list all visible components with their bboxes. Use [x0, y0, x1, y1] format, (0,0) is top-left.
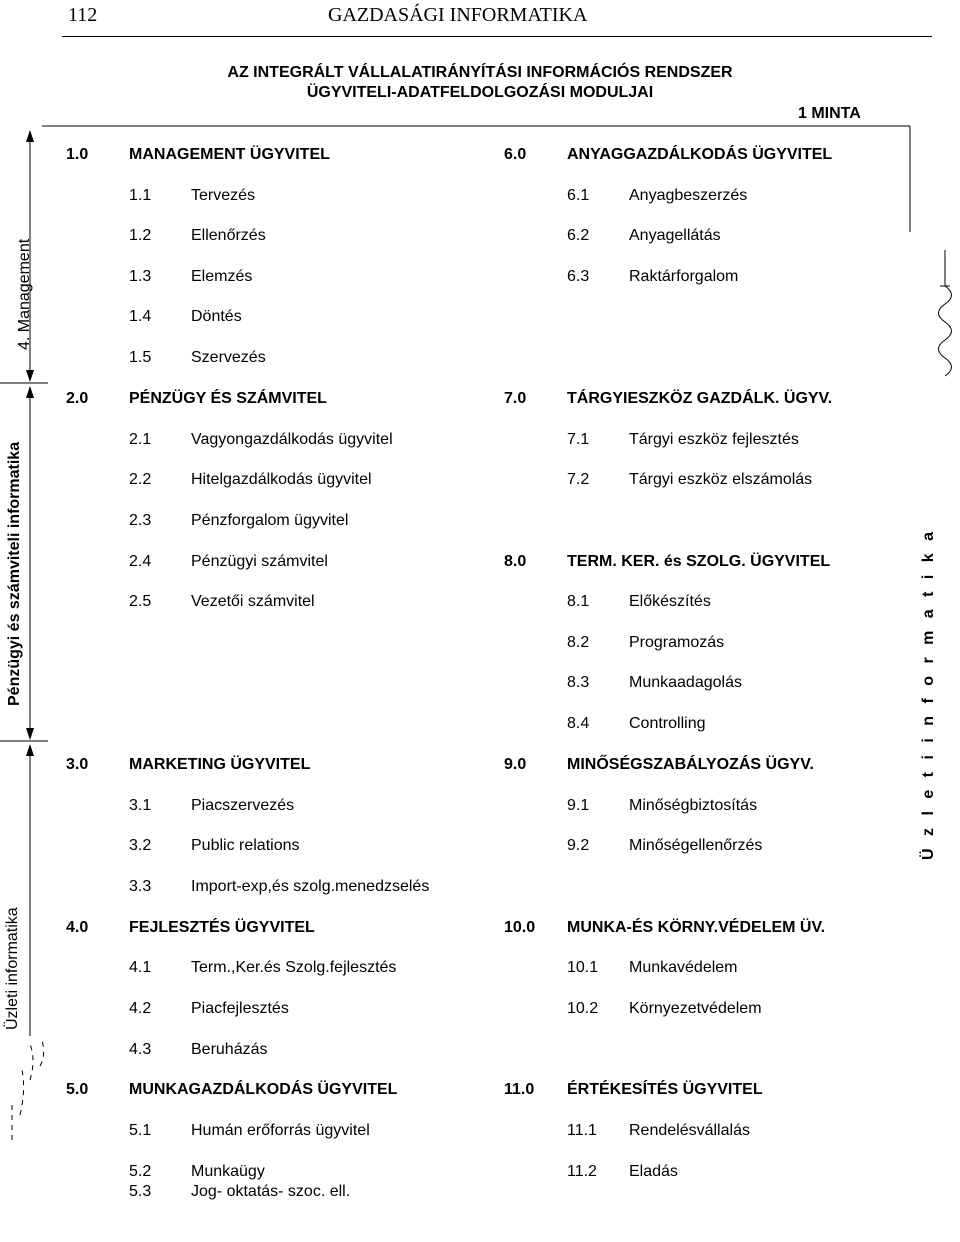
right-item-number: 9.2 [567, 837, 590, 854]
left-item-number: 5.2 [129, 1163, 152, 1180]
left-item-label: Jog- oktatás- szoc. ell. [191, 1183, 351, 1200]
page-number: 112 [68, 4, 98, 26]
right-item-label: Minőségbiztosítás [629, 797, 758, 814]
left-item-number: 1.3 [129, 268, 152, 285]
left-item-number: 3.3 [129, 878, 152, 895]
side-label-business: Üzleti informatika [4, 907, 21, 1030]
left-item-label: Vezetői számvitel [191, 593, 315, 610]
sample-label: 1 MINTA [798, 105, 861, 122]
right-item-number: 8.3 [567, 674, 590, 691]
left-item-number: 5.0 [66, 1081, 89, 1098]
left-item-label: Import-exp,és szolg.menedzselés [191, 878, 430, 895]
right-item-number: 6.3 [567, 268, 590, 285]
left-item-label: Munkaügy [191, 1163, 265, 1180]
right-item-label: Tárgyi eszköz fejlesztés [629, 431, 799, 448]
right-heading-label: TERM. KER. és SZOLG. ÜGYVITEL [567, 553, 831, 570]
left-item-number: 3.2 [129, 837, 152, 854]
left-item-number: 2.1 [129, 431, 152, 448]
right-item-number: 8.4 [567, 715, 590, 732]
right-item-number: 11.0 [504, 1081, 535, 1098]
side-label-financial: Pénzügyi és számviteli informatika [6, 441, 23, 706]
right-item-label: Előkészítés [629, 593, 711, 610]
left-item-number: 4.3 [129, 1041, 152, 1058]
left-item-number: 3.0 [66, 756, 89, 773]
right-heading-label: TÁRGYIESZKÖZ GAZDÁLK. ÜGYV. [567, 390, 833, 407]
diagram-title-line1: AZ INTEGRÁLT VÁLLALATIRÁNYÍTÁSI INFORMÁCIÓS RENDSZER [227, 64, 733, 81]
left-item-number: 1.0 [66, 146, 89, 163]
right-item-label: Controlling [629, 715, 706, 732]
left-item-label: Term.,Ker.és Szolg.fejlesztés [191, 959, 397, 976]
left-item-label: Tervezés [191, 187, 256, 204]
right-item-number: 9.0 [504, 756, 527, 773]
left-item-number: 1.1 [129, 187, 152, 204]
left-item-label: Pénzforgalom ügyvitel [191, 512, 349, 529]
right-item-number: 11.1 [567, 1122, 597, 1139]
left-item-number: 3.1 [129, 797, 152, 814]
left-item-label: Hitelgazdálkodás ügyvitel [191, 471, 372, 488]
right-item-number: 11.2 [567, 1163, 597, 1180]
left-item-label: Piacszervezés [191, 797, 295, 814]
diagram-title-line2: ÜGYVITELI-ADATFELDOLGOZÁSI MODULJAI [306, 84, 654, 101]
right-heading-label: MUNKA-ÉS KÖRNY.VÉDELEM ÜV. [567, 919, 826, 936]
right-item-label: Anyagbeszerzés [629, 187, 748, 204]
left-item-label: Szervezés [191, 349, 266, 366]
left-item-label: Döntés [191, 308, 242, 325]
right-item-number: 6.2 [567, 227, 590, 244]
left-item-number: 2.2 [129, 471, 152, 488]
right-item-number: 6.1 [567, 187, 590, 204]
left-heading-label: MARKETING ÜGYVITEL [129, 756, 311, 773]
left-item-label: Beruházás [191, 1041, 268, 1058]
right-item-label: Raktárforgalom [629, 268, 739, 285]
right-item-number: 10.2 [567, 1000, 599, 1017]
right-item-number: 8.0 [504, 553, 527, 570]
right-item-label: Minőségellenőrzés [629, 837, 763, 854]
right-heading-label: ÉRTÉKESÍTÉS ÜGYVITEL [567, 1081, 763, 1098]
right-item-number: 7.1 [567, 431, 590, 448]
right-item-label: Programozás [629, 634, 725, 651]
left-item-label: Humán erőforrás ügyvitel [191, 1122, 370, 1139]
left-item-number: 5.3 [129, 1183, 152, 1200]
left-heading-label: FEJLESZTÉS ÜGYVITEL [129, 919, 315, 936]
right-item-label: Környezetvédelem [629, 1000, 762, 1017]
left-item-number: 2.0 [66, 390, 89, 407]
left-item-label: Ellenőrzés [191, 227, 266, 244]
left-item-label: Public relations [191, 837, 300, 854]
right-item-number: 8.2 [567, 634, 590, 651]
right-item-label: Munkavédelem [629, 959, 738, 976]
right-item-number: 8.1 [567, 593, 590, 610]
left-item-number: 5.1 [129, 1122, 152, 1139]
left-heading-label: MUNKAGAZDÁLKODÁS ÜGYVITEL [129, 1081, 398, 1098]
journal-title: GAZDASÁGI INFORMATIKA [328, 4, 588, 26]
left-item-number: 1.5 [129, 349, 152, 366]
right-item-number: 7.0 [504, 390, 527, 407]
left-item-number: 1.4 [129, 308, 152, 325]
left-item-number: 2.5 [129, 593, 152, 610]
left-item-number: 4.0 [66, 919, 89, 936]
left-item-number: 1.2 [129, 227, 152, 244]
right-item-label: Eladás [629, 1163, 678, 1180]
right-item-number: 6.0 [504, 146, 527, 163]
left-item-label: Pénzügyi számvitel [191, 553, 328, 570]
right-heading-label: ANYAGGAZDÁLKODÁS ÜGYVITEL [567, 146, 833, 163]
right-item-label: Munkaadagolás [629, 674, 742, 691]
left-item-number: 2.4 [129, 553, 152, 570]
right-item-number: 10.0 [504, 919, 536, 936]
left-item-label: Vagyongazdálkodás ügyvitel [191, 431, 393, 448]
side-label-right: Ü z l e t i i n f o r m a t i k a [920, 527, 937, 860]
side-label-management: 4. Management [16, 238, 33, 350]
right-item-label: Anyagellátás [629, 227, 721, 244]
right-item-number: 7.2 [567, 471, 590, 488]
right-heading-label: MINŐSÉGSZABÁLYOZÁS ÜGYV. [567, 756, 814, 773]
right-item-label: Tárgyi eszköz elszámolás [629, 471, 813, 488]
right-item-label: Rendelésvállalás [629, 1122, 750, 1139]
right-item-number: 9.1 [567, 797, 590, 814]
right-item-number: 10.1 [567, 959, 599, 976]
left-item-number: 4.2 [129, 1000, 152, 1017]
left-item-label: Piacfejlesztés [191, 1000, 289, 1017]
left-item-label: Elemzés [191, 268, 253, 285]
left-item-number: 4.1 [129, 959, 152, 976]
left-heading-label: MANAGEMENT ÜGYVITEL [129, 146, 330, 163]
left-item-number: 2.3 [129, 512, 152, 529]
left-heading-label: PÉNZÜGY ÉS SZÁMVITEL [129, 390, 327, 407]
